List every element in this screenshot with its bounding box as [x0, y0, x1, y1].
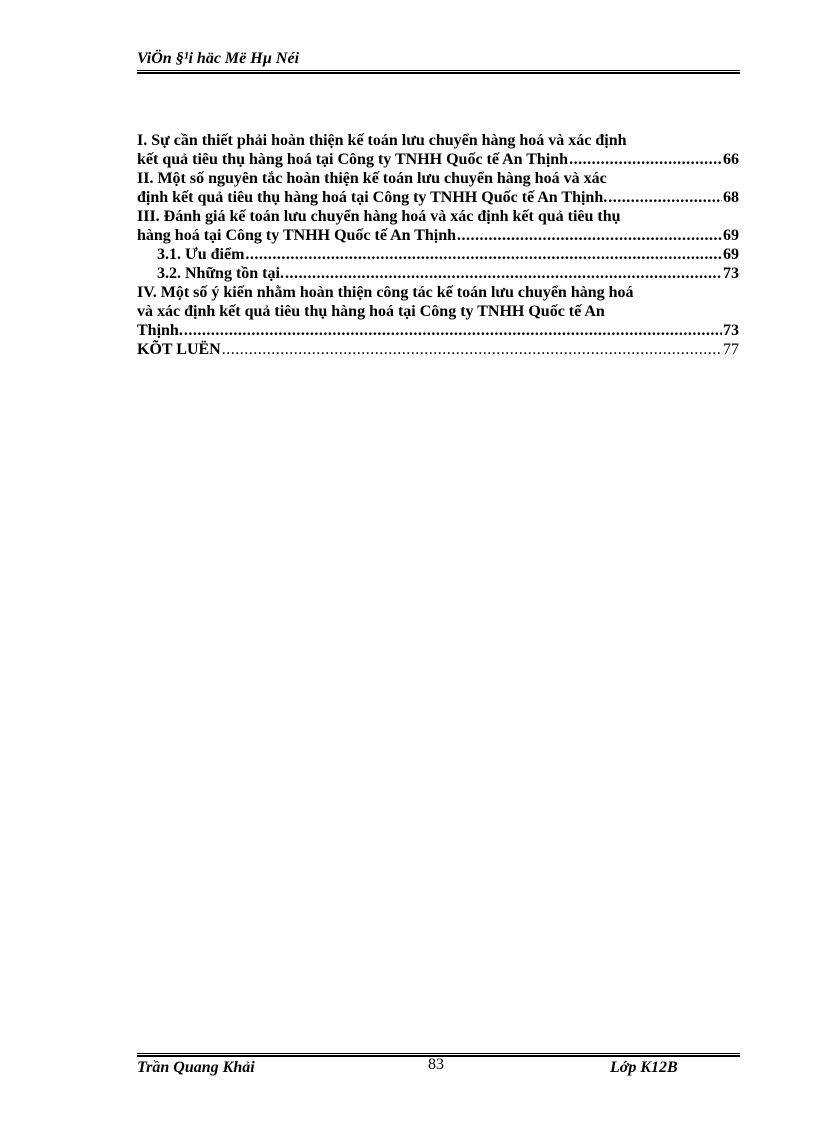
- toc-entry-text: kết quả tiêu thụ hàng hoá tại Công ty TNHH Quốc tế An Thịnh: [137, 151, 569, 168]
- header-rule: [137, 70, 740, 74]
- header-institution: ViÖn §¹i häc Më Hµ Néi: [137, 50, 300, 67]
- toc-leader-dots: [245, 245, 722, 264]
- toc-page-number: 69: [723, 246, 739, 263]
- toc-page-number: 73: [723, 322, 739, 339]
- toc-entry-text: II. Một số nguyên tắc hoàn thiện kế toán lưu chuyển hàng hoá và xác: [137, 170, 607, 187]
- toc-leader-dots: [184, 321, 722, 340]
- footer-page-number: 83: [428, 1056, 444, 1073]
- footer-author: Trần Quang Khải: [137, 1059, 255, 1076]
- toc-entry-text: III. Đánh giá kế toán lưu chuyển hàng hoá và xác định kết quả tiêu thụ: [137, 208, 621, 225]
- toc-page-number: 77: [723, 341, 739, 358]
- toc-leader-dots: [285, 264, 722, 283]
- toc-leader-dots: [222, 340, 722, 359]
- toc-page-number: 68: [723, 189, 739, 206]
- toc-leader-dots: [457, 226, 722, 245]
- toc-entry-text: và xác định kết quả tiêu thụ hàng hoá tại Công ty TNHH Quốc tế An: [137, 303, 605, 320]
- toc-line: [137, 131, 739, 150]
- toc-line[interactable]: [137, 226, 739, 245]
- toc-entry-text: định kết quả tiêu thụ hàng hoá tại Công ty TNHH Quốc tế An Thịnh.: [137, 189, 608, 206]
- toc-line-conclusion[interactable]: [137, 340, 739, 359]
- toc-entry-text: hàng hoá tại Công ty TNHH Quốc tế An Thịnh: [137, 227, 457, 244]
- toc-line[interactable]: [137, 188, 739, 207]
- toc-entry-text: 3.2. Những tồn tại.: [157, 265, 284, 282]
- toc-line[interactable]: [137, 150, 739, 169]
- toc-entry-text: KÕT LUËN: [137, 341, 221, 358]
- toc-page-number: 66: [723, 151, 739, 168]
- toc-page-number: 73: [723, 265, 739, 282]
- toc-page-number: 69: [723, 227, 739, 244]
- toc-entry-text: 3.1. Ưu điểm: [157, 246, 245, 263]
- toc-line: [137, 283, 739, 302]
- toc-leader-dots: [608, 188, 722, 207]
- toc-entry-text: I. Sự cần thiết phải hoàn thiện kế toán lưu chuyển hàng hoá và xác định: [137, 132, 627, 149]
- toc-line: [137, 207, 739, 226]
- toc-line-sub[interactable]: [137, 245, 739, 264]
- toc-entry-text: Thịnh.: [137, 322, 183, 339]
- toc-line[interactable]: [137, 321, 739, 340]
- footer-class: Lớp K12B: [610, 1059, 678, 1076]
- toc-line-sub[interactable]: [137, 264, 739, 283]
- toc-line: [137, 302, 739, 321]
- toc-line: [137, 169, 739, 188]
- toc-entry-text: IV. Một số ý kiến nhằm hoàn thiện công tác kế toán lưu chuyển hàng hoá: [137, 284, 634, 301]
- toc-leader-dots: [569, 150, 722, 169]
- table-of-contents: [137, 131, 739, 359]
